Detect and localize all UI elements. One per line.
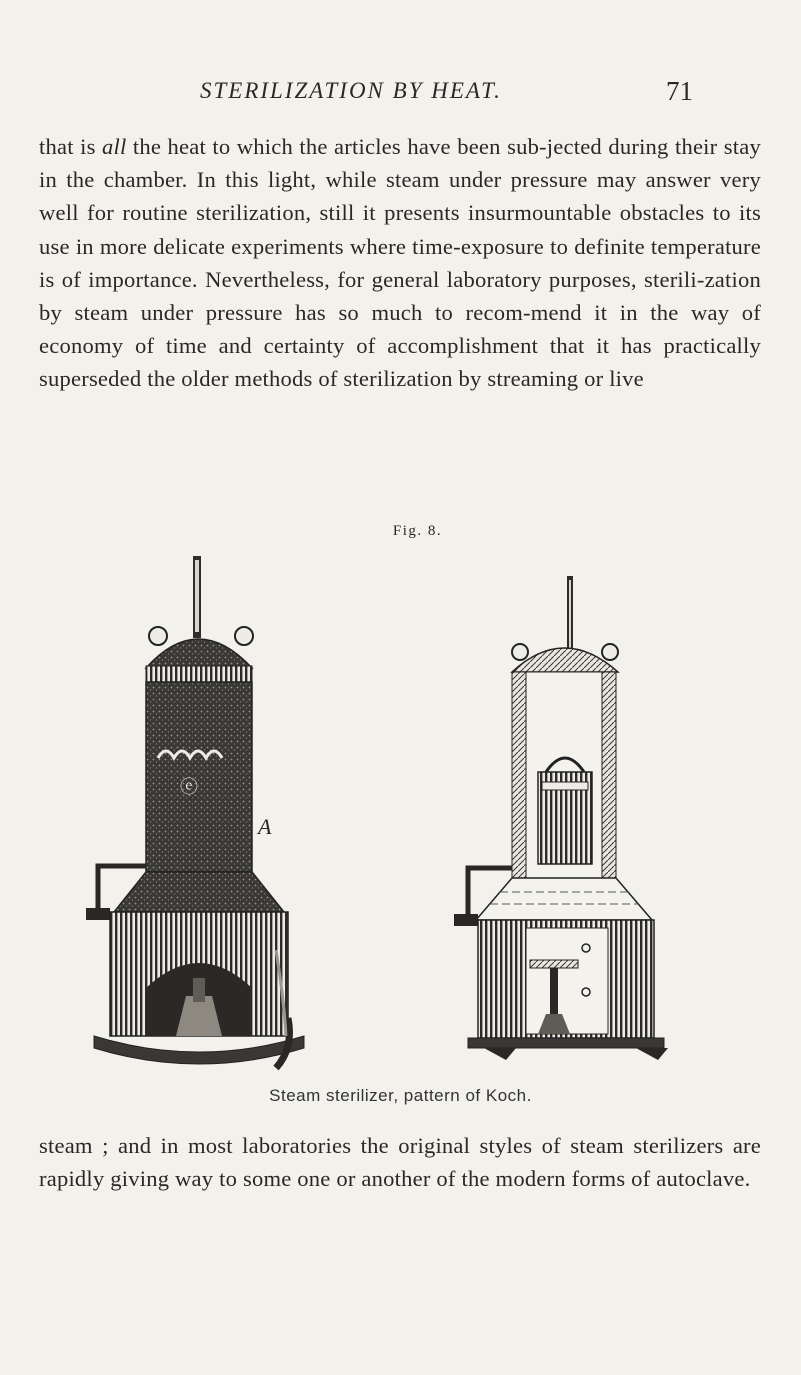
steam-sterilizer-illustration — [80, 548, 720, 1078]
paragraph-2: steam ; and in most laboratories the original styles of steam sterilizers are rapidly giving way to some one or another of the modern forms of autoclave. — [39, 1133, 761, 1192]
emphasis-all: all — [102, 134, 127, 159]
left-sterilizer-exterior — [86, 556, 304, 1068]
engraved-letter-left: ⓔ — [180, 777, 198, 797]
paragraph-1-rest: the heat to which the articles have been sub-jected during their stay in the chamber. In this light, while steam under pressure may answer very well for routine sterilization, still it presents insurmountable obstacles to its use in more delicate experiments where time-exposure to definite temperature is of importance. Nevertheless, for general laboratory purposes, sterili-zation by steam under pressure has so much to recom-mend it in the way of economy of time and certainty of accomplishment that it has practically superseded the older methods of sterilization by streaming or live — [39, 134, 761, 392]
paragraph-1-start: that is — [39, 134, 103, 159]
figure-caption: Steam sterilizer, pattern of Koch. — [269, 1086, 532, 1105]
running-title: STERILIZATION BY HEAT. — [200, 78, 502, 103]
running-head — [0, 76, 801, 112]
page-number: 71 — [666, 76, 693, 106]
paragraph-1 — [39, 130, 761, 396]
figure-label: Fig. 8. — [392, 523, 443, 539]
right-sterilizer-section — [454, 576, 668, 1060]
engraved-letter: A — [258, 814, 272, 839]
